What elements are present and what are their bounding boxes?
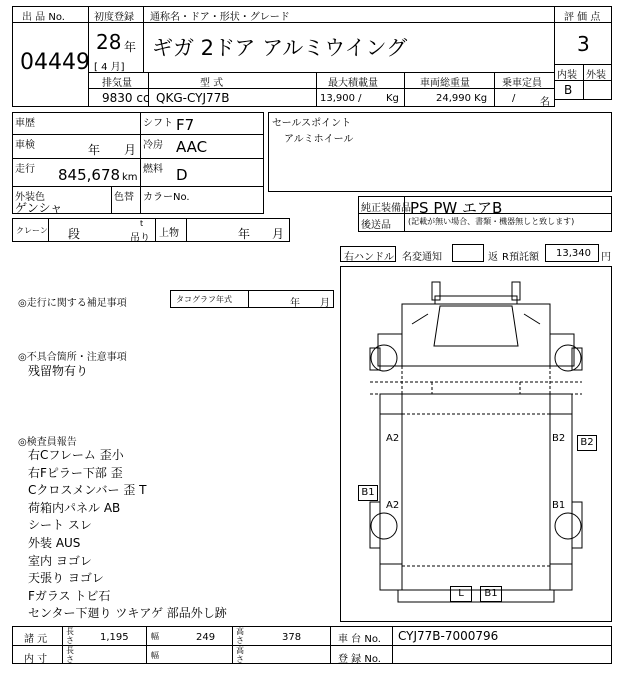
- name-label: 通称名・ドア・形状・グレード: [150, 12, 290, 23]
- tachograph-month: 月: [320, 298, 330, 309]
- grade-label: 評 価 点: [564, 12, 601, 23]
- inspector-line: 右Fピラー下部 歪: [28, 465, 123, 480]
- capacity-unit: 名: [540, 97, 550, 108]
- defect-text: 残留物有り: [28, 364, 89, 378]
- fuel-label: 燃料: [143, 164, 163, 175]
- damage-mark-b1-outside: B1: [358, 485, 378, 501]
- first-reg-label: 初度登録: [94, 12, 134, 23]
- spec-label: 諸 元: [24, 634, 48, 645]
- exterior-grade-cell: [583, 80, 612, 100]
- tachograph-year: 年: [290, 298, 300, 309]
- truck-diagram: [340, 266, 612, 622]
- shift-label: シフト: [143, 118, 173, 129]
- inspector-line: 外装 AUS: [28, 535, 81, 550]
- model-label: 型 式: [200, 78, 224, 89]
- grade-value: 3: [577, 32, 590, 56]
- damage-mark-b2-outside: B2: [577, 435, 597, 451]
- max-load-unit: Kg: [386, 93, 399, 104]
- exterior-label: 外装: [586, 70, 606, 81]
- inspector-line: シート スレ: [28, 518, 92, 533]
- name-change-label: 名変通知: [402, 252, 442, 263]
- crane-t: t: [140, 219, 144, 228]
- name-change-box: [452, 244, 484, 262]
- crane-lift: 吊り: [130, 233, 150, 244]
- color-change-label: 色替: [114, 192, 134, 203]
- deposit-label: R預託額: [502, 252, 539, 263]
- fuel-value: D: [176, 166, 188, 184]
- damage-mark-b2-right: B2: [552, 433, 566, 444]
- length-value: 1,195: [100, 632, 129, 643]
- color-label: 外装色: [15, 192, 45, 203]
- aftermarket-note: (記載が無い場合、書類・機器無しと致します): [408, 217, 575, 226]
- aftermarket-label: 後送品: [361, 220, 391, 231]
- inspector-line: 荷箱内パネル AB: [28, 500, 121, 515]
- lot-number: 04449: [20, 50, 90, 75]
- inner-height-label: 高さ: [236, 646, 244, 664]
- crane-label: クレーン: [16, 226, 48, 235]
- max-load-label: 最大積載量: [328, 78, 378, 89]
- mileage-label: 走行: [15, 164, 35, 175]
- right-handle: 右ハンドル: [344, 252, 394, 263]
- crane-stage: 段: [68, 227, 81, 241]
- model: QKG-CYJ77B: [156, 91, 230, 105]
- car-name: ギガ 2ドア アルミウイング: [152, 36, 408, 60]
- displacement-label: 排気量: [102, 78, 132, 89]
- interior-label: 内装: [557, 70, 577, 81]
- sales-point: アルミホイール: [284, 134, 354, 145]
- deposit-unit: 円: [601, 252, 611, 263]
- damage-mark-b1-right: B1: [552, 500, 566, 511]
- mileage-unit: km: [122, 172, 138, 183]
- damage-mark-b1-rear: B1: [480, 586, 502, 602]
- damage-mark-l-rear: L: [450, 586, 472, 602]
- gross-weight: 24,990 Kg: [436, 93, 488, 104]
- inspector-lines: [28, 447, 328, 623]
- inspection-year: 年: [88, 143, 101, 157]
- height-label: 高さ: [236, 627, 244, 645]
- inspector-line: センター下廻り ツキアゲ 部品外し跡: [28, 606, 227, 621]
- mileage-value: 845,678: [58, 166, 121, 184]
- inspector-title: ◎検査員報告: [18, 437, 77, 448]
- upper-year: 年: [238, 227, 251, 241]
- history-label: 車歴: [15, 118, 35, 129]
- shift-value: F7: [176, 116, 195, 134]
- upper-month: 月: [272, 227, 285, 241]
- color-no-label: カラーNo.: [143, 192, 190, 203]
- gross-weight-label: 車両総重量: [420, 78, 470, 89]
- equipment-label: 純正装備品: [361, 203, 411, 214]
- inspector-line: Cクロスメンバー 歪 T: [28, 483, 147, 498]
- max-load: 13,900 /: [320, 93, 362, 104]
- inner-width-label: 幅: [151, 651, 159, 660]
- inspector-line: 天張り ヨゴレ: [28, 571, 104, 586]
- width-label: 幅: [151, 632, 159, 641]
- defect-title: ◎不具合箇所・注意事項: [18, 352, 127, 363]
- deposit-value: 13,340: [556, 248, 591, 259]
- inspection-month: 月: [124, 143, 137, 157]
- first-reg-month: [ 4 月]: [94, 62, 125, 73]
- lot-label: 出 品 No.: [22, 12, 65, 23]
- sales-point-label: セールスポイント: [272, 118, 352, 129]
- inspector-line: Fガラス トビ石: [28, 588, 111, 603]
- capacity: /: [512, 93, 516, 104]
- color-value: ゲンシャ: [15, 201, 63, 215]
- length-label: 長さ: [66, 627, 74, 645]
- capacity-label: 乗車定員: [502, 78, 542, 89]
- ac-value: AAC: [176, 138, 208, 156]
- return-label: 返: [488, 252, 498, 263]
- first-reg-year: 28: [96, 30, 122, 54]
- damage-mark-a2-left-lower: A2: [386, 500, 400, 511]
- vin-label: 車 台 No.: [338, 634, 381, 645]
- running-notes-title: ◎走行に関する補足事項: [18, 298, 127, 309]
- width-value: 249: [196, 632, 216, 643]
- ac-label: 冷房: [143, 140, 163, 151]
- inner-label: 内 寸: [24, 654, 48, 665]
- interior-grade: B: [564, 83, 573, 97]
- first-reg-year-unit: 年: [124, 40, 137, 54]
- registration-label: 登 録 No.: [338, 654, 381, 665]
- inspector-line: 室内 ヨゴレ: [28, 553, 92, 568]
- vin-value: CYJ77B-7000796: [398, 629, 499, 643]
- equipment-value: PS PW エアB: [410, 199, 503, 217]
- damage-mark-a2-left-upper: A2: [386, 433, 400, 444]
- upper-label: 上物: [159, 228, 179, 239]
- tachograph-label: タコグラフ年式: [176, 295, 232, 304]
- inspection-label: 車検: [15, 140, 35, 151]
- inspector-line: 右Cフレーム 歪小: [28, 448, 124, 462]
- height-value: 378: [282, 632, 302, 643]
- inner-length-label: 長さ: [66, 646, 74, 664]
- specs-label-row: [88, 72, 555, 89]
- displacement: 9830 cc: [102, 91, 150, 105]
